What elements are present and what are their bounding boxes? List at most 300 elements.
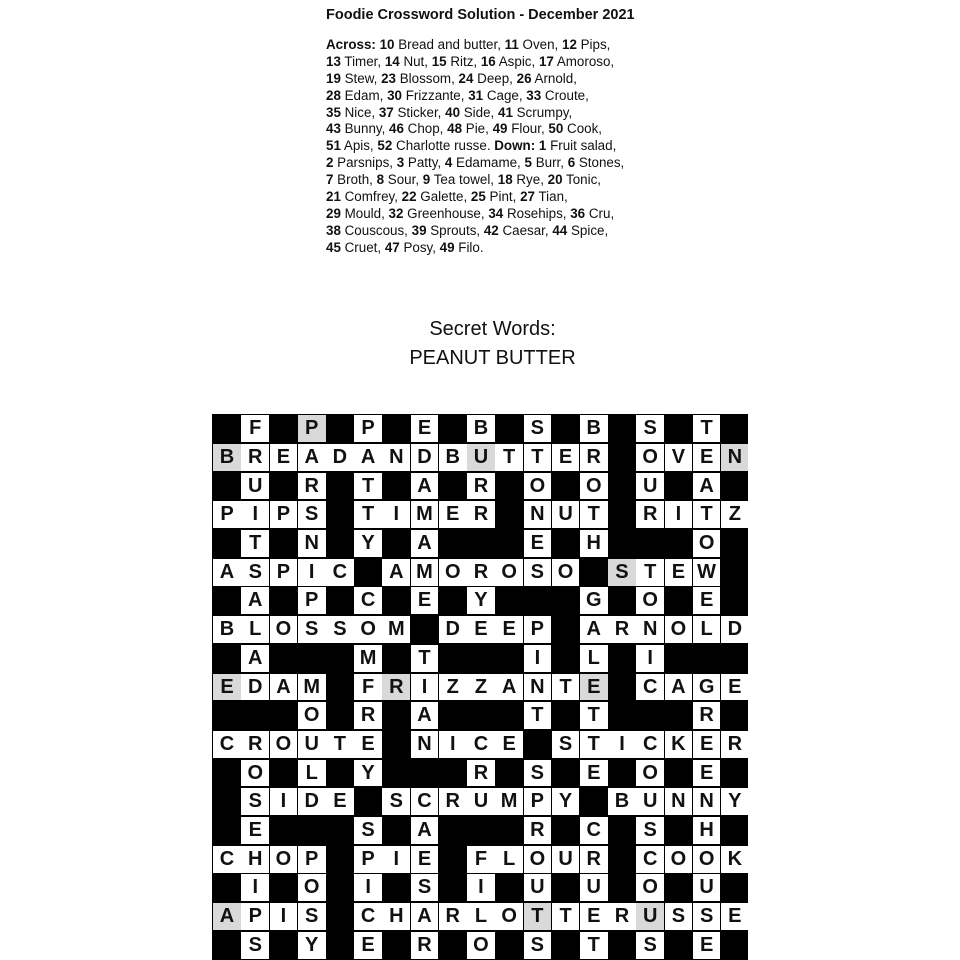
clue-text: Parsnips,: [333, 155, 397, 171]
grid-cell: P: [298, 587, 326, 614]
clue-text: Pint,: [485, 189, 521, 205]
grid-cell: R: [467, 473, 495, 500]
grid-cell: B: [213, 616, 241, 643]
grid-cell: H: [580, 530, 608, 557]
clue-number: 43: [326, 121, 341, 137]
grid-cell: M: [495, 788, 523, 815]
clue-number: 49: [492, 121, 508, 137]
clue-number: 14: [384, 53, 400, 69]
grid-cell: P: [213, 501, 241, 528]
grid-cell: I: [241, 874, 269, 901]
grid-cell: D: [326, 444, 354, 471]
grid-cell: S: [298, 616, 326, 643]
grid-cell: W: [693, 559, 721, 586]
grid-cell: E: [241, 817, 269, 844]
clue-number: 44: [552, 222, 568, 238]
grid-cell: T: [524, 444, 552, 471]
grid-cell: C: [636, 674, 664, 701]
grid-cell: S: [354, 817, 382, 844]
grid-cell: C: [580, 817, 608, 844]
grid-cell: R: [721, 731, 748, 758]
grid-cell: C: [326, 559, 354, 586]
grid-cell: R: [241, 731, 269, 758]
grid-cell: P: [354, 846, 382, 873]
clue-number: 48: [447, 121, 463, 137]
clue-text: Broth,: [333, 172, 377, 188]
grid-cell: O: [665, 616, 693, 643]
grid-cell: E: [665, 559, 693, 586]
grid-cell: Z: [721, 501, 748, 528]
grid-cell: S: [241, 788, 269, 815]
grid-cell: R: [693, 702, 721, 729]
grid-cell: C: [213, 846, 241, 873]
grid-cell: L: [241, 616, 269, 643]
grid-cell: M: [354, 645, 382, 672]
clue-line: [326, 121, 671, 138]
grid-cell: K: [721, 846, 748, 873]
grid-cell: S: [326, 616, 354, 643]
grid-cell: T: [354, 473, 382, 500]
clue-number: 33: [526, 87, 542, 103]
clue-text: Fruit salad,: [546, 138, 617, 154]
grid-cell: S: [298, 501, 326, 528]
grid-cell: F: [467, 846, 495, 873]
clue-number: 28: [326, 87, 341, 103]
grid-cell: I: [411, 674, 439, 701]
clue-text: Cruet,: [340, 239, 385, 255]
clue-text: Galette,: [416, 189, 471, 205]
grid-cell: E: [326, 788, 354, 815]
grid-cell: A: [411, 817, 439, 844]
clue-text: Blossom,: [396, 70, 459, 86]
clue-line: [326, 240, 671, 257]
clue-text: Nut,: [399, 53, 432, 69]
grid-cell: T: [241, 530, 269, 557]
clue-line: [326, 206, 671, 223]
grid-cell: O: [524, 473, 552, 500]
grid-cell: M: [411, 501, 439, 528]
grid-cell: C: [636, 731, 664, 758]
grid-cell: K: [665, 731, 693, 758]
grid-cell: B: [213, 444, 241, 471]
grid-cell: U: [636, 788, 664, 815]
grid-cell: A: [241, 587, 269, 614]
grid-cell: E: [693, 444, 721, 471]
grid-cell: R: [439, 788, 467, 815]
clue-number: 40: [445, 104, 461, 120]
clue-number: 19: [326, 70, 341, 86]
clue-text: Arnold,: [531, 70, 577, 86]
grid-cell: I: [354, 874, 382, 901]
grid-cell: O: [270, 731, 298, 758]
grid-cell: O: [636, 874, 664, 901]
clue-text: Mould,: [340, 205, 389, 221]
grid-cell: T: [580, 932, 608, 959]
grid-cell: I: [636, 645, 664, 672]
grid-cell: D: [411, 444, 439, 471]
clue-text: Cook,: [563, 121, 603, 137]
grid-cell: I: [241, 501, 269, 528]
grid-cell: O: [270, 846, 298, 873]
grid-cell: U: [580, 874, 608, 901]
grid-cell: E: [552, 444, 580, 471]
grid-cell: S: [665, 903, 693, 930]
clue-number: 41: [498, 104, 513, 120]
grid-cell: A: [411, 473, 439, 500]
grid-cell: R: [580, 846, 608, 873]
clue-number: 21: [326, 189, 341, 205]
grid-cell: U: [467, 444, 495, 471]
clue-number: 13: [326, 53, 341, 69]
grid-cell: H: [382, 903, 410, 930]
clue-text: Scrumpy,: [512, 104, 573, 120]
grid-cell: A: [411, 903, 439, 930]
grid-cell: R: [411, 932, 439, 959]
grid-cell: A: [298, 444, 326, 471]
grid-cell: H: [241, 846, 269, 873]
clue-number: 52: [377, 138, 393, 154]
grid-cell: O: [580, 473, 608, 500]
clue-text: Cage,: [483, 87, 527, 103]
grid-cell: O: [270, 616, 298, 643]
grid-cell: R: [241, 444, 269, 471]
grid-cell: O: [298, 702, 326, 729]
clue-number: 11: [504, 37, 519, 52]
clue-number: 26: [516, 70, 532, 86]
clue-line: [326, 88, 671, 105]
grid-cell: N: [693, 788, 721, 815]
clue-number: 32: [388, 205, 404, 221]
grid-cell: A: [270, 674, 298, 701]
clue-text: Edamame,: [452, 155, 525, 171]
grid-cell: R: [608, 903, 636, 930]
clue-text: Aspic,: [495, 53, 539, 69]
grid-cell: E: [439, 501, 467, 528]
grid-cell: C: [411, 788, 439, 815]
clue-text: Bunny,: [340, 121, 390, 137]
grid-cell: P: [524, 788, 552, 815]
grid-cell: R: [298, 473, 326, 500]
clue-number: 2: [326, 155, 334, 171]
grid-cell: F: [241, 415, 269, 442]
grid-cell: R: [439, 903, 467, 930]
grid-cell: Y: [721, 788, 748, 815]
grid-cell: E: [411, 415, 439, 442]
grid-cell: A: [213, 903, 241, 930]
grid-cell: Y: [354, 530, 382, 557]
clue-text: Caesar,: [498, 222, 553, 238]
clue-text: Patty,: [404, 155, 445, 171]
grid-cell: I: [608, 731, 636, 758]
clue-list: [326, 37, 671, 257]
grid-cell: S: [608, 559, 636, 586]
grid-cell: O: [636, 444, 664, 471]
clue-text: Stones,: [575, 155, 625, 171]
clue-number: 27: [520, 189, 535, 205]
clue-number: 22: [401, 189, 417, 205]
clue-number: 24: [458, 70, 474, 86]
clue-line: [326, 172, 671, 189]
grid-cell: I: [270, 788, 298, 815]
grid-cell: P: [270, 501, 298, 528]
grid-cell: Y: [354, 760, 382, 787]
grid-cell: D: [721, 616, 748, 643]
clue-number: 31: [468, 87, 484, 103]
grid-cell: E: [693, 587, 721, 614]
clue-number: Down: 1: [494, 138, 547, 154]
clue-text: Posy,: [399, 239, 440, 255]
clue-line: [326, 71, 671, 88]
grid-cell: U: [636, 473, 664, 500]
grid-cell: C: [354, 903, 382, 930]
grid-cell: S: [241, 932, 269, 959]
grid-cell: E: [495, 616, 523, 643]
grid-cell: A: [580, 616, 608, 643]
clue-text: Rye,: [512, 172, 548, 188]
grid-cell: R: [382, 674, 410, 701]
clue-number: 25: [470, 189, 486, 205]
grid-cell: N: [524, 501, 552, 528]
grid-cell: C: [213, 731, 241, 758]
grid-cell: A: [354, 444, 382, 471]
clue-number: 47: [384, 239, 400, 255]
grid-cell: P: [298, 415, 326, 442]
grid-cell: N: [298, 530, 326, 557]
clue-number: 37: [378, 104, 394, 120]
grid-cell: R: [580, 444, 608, 471]
clue-text: Nice,: [340, 104, 379, 120]
grid-cell: T: [693, 415, 721, 442]
grid-cell: R: [467, 559, 495, 586]
grid-cell: Y: [552, 788, 580, 815]
clue-number: Across: 10: [326, 37, 395, 52]
clue-number: 15: [431, 53, 447, 69]
secret-words-label: Secret Words:: [429, 318, 556, 340]
clue-line: [326, 189, 671, 206]
grid-cell: T: [326, 731, 354, 758]
grid-cell: O: [636, 587, 664, 614]
grid-cell: H: [693, 817, 721, 844]
clue-number: 38: [326, 222, 341, 238]
clue-number: 9: [422, 172, 431, 188]
clue-number: 12: [562, 37, 577, 52]
grid-cell: E: [411, 587, 439, 614]
grid-cell: Z: [467, 674, 495, 701]
grid-cell: O: [354, 616, 382, 643]
clue-text: Side,: [460, 104, 498, 120]
grid-cell: O: [495, 559, 523, 586]
grid-cell: Y: [298, 932, 326, 959]
grid-cell: T: [552, 903, 580, 930]
clue-text: Amoroso,: [553, 53, 615, 69]
clue-text: Pie,: [462, 121, 493, 137]
clue-text: Flour,: [507, 121, 549, 137]
grid-cell: E: [721, 674, 748, 701]
grid-cell: S: [298, 903, 326, 930]
clue-line: [326, 105, 671, 122]
clue-text: Comfrey,: [340, 189, 402, 205]
grid-cell: R: [608, 616, 636, 643]
grid-cell: U: [552, 846, 580, 873]
grid-cell: A: [495, 674, 523, 701]
clue-text: Charlotte russe.: [392, 138, 495, 154]
grid-cell: U: [467, 788, 495, 815]
grid-cell: U: [241, 473, 269, 500]
clue-line: [326, 223, 671, 240]
grid-cell: S: [636, 415, 664, 442]
grid-cell: E: [524, 530, 552, 557]
grid-cell: A: [665, 674, 693, 701]
grid-cell: R: [354, 702, 382, 729]
grid-cell: E: [467, 616, 495, 643]
page-title: Foodie Crossword Solution - December 2021: [326, 7, 635, 23]
grid-cell: U: [552, 501, 580, 528]
grid-cell: I: [298, 559, 326, 586]
clue-number: 20: [547, 172, 563, 188]
grid-cell: U: [693, 874, 721, 901]
clue-text: Croute,: [541, 87, 589, 103]
grid-cell: L: [495, 846, 523, 873]
clue-text: Chop,: [403, 121, 448, 137]
grid-cell: L: [693, 616, 721, 643]
grid-cell: T: [580, 731, 608, 758]
grid-cell: L: [580, 645, 608, 672]
grid-cell: N: [411, 731, 439, 758]
grid-cell: C: [636, 846, 664, 873]
grid-cell: A: [693, 473, 721, 500]
grid-cell: E: [693, 731, 721, 758]
clue-text: Timer,: [340, 53, 385, 69]
secret-words: PEANUT BUTTER: [409, 347, 576, 369]
grid-cell: P: [298, 846, 326, 873]
clue-text: Tian,: [534, 189, 568, 205]
clue-number: 46: [389, 121, 404, 137]
grid-cell: A: [241, 645, 269, 672]
clue-text: Edam,: [340, 87, 388, 103]
grid-cell: U: [636, 903, 664, 930]
grid-cell: N: [524, 674, 552, 701]
clue-number: 30: [387, 87, 402, 103]
grid-cell: P: [524, 616, 552, 643]
grid-cell: I: [439, 731, 467, 758]
grid-cell: S: [524, 415, 552, 442]
grid-cell: C: [354, 587, 382, 614]
grid-cell: M: [411, 559, 439, 586]
grid-cell: D: [439, 616, 467, 643]
grid-cell: L: [298, 760, 326, 787]
grid-cell: S: [524, 760, 552, 787]
clue-number: 5: [524, 155, 532, 171]
clue-text: Tea towel,: [430, 172, 498, 188]
grid-cell: V: [665, 444, 693, 471]
grid-cell: T: [580, 702, 608, 729]
clue-text: Ritz,: [446, 53, 481, 69]
grid-cell: N: [665, 788, 693, 815]
grid-cell: E: [721, 903, 748, 930]
grid-cell: S: [411, 874, 439, 901]
grid-cell: O: [467, 932, 495, 959]
clue-text: Stew,: [340, 70, 382, 86]
grid-cell: N: [382, 444, 410, 471]
grid-cell: R: [524, 817, 552, 844]
grid-cell: I: [270, 903, 298, 930]
grid-cell: G: [693, 674, 721, 701]
clue-number: 49: [439, 239, 455, 255]
clue-number: 18: [497, 172, 513, 188]
grid-cell: E: [693, 932, 721, 959]
clue-number: 36: [570, 205, 586, 221]
grid-cell: C: [467, 731, 495, 758]
grid-cell: M: [382, 616, 410, 643]
grid-cell: O: [241, 760, 269, 787]
grid-cell: T: [524, 903, 552, 930]
grid-cell: I: [665, 501, 693, 528]
clue-number: 23: [381, 70, 397, 86]
grid-cell: S: [524, 932, 552, 959]
crossword-grid: [212, 414, 748, 960]
grid-cell: O: [524, 846, 552, 873]
grid-cell: O: [439, 559, 467, 586]
grid-cell: N: [636, 616, 664, 643]
grid-cell: E: [354, 731, 382, 758]
clue-text: Sticker,: [393, 104, 446, 120]
grid-cell: P: [241, 903, 269, 930]
clue-text: Pips,: [576, 37, 611, 52]
clue-line: [326, 155, 671, 172]
clue-number: 8: [376, 172, 385, 188]
grid-cell: O: [298, 874, 326, 901]
grid-cell: B: [467, 415, 495, 442]
clue-text: Bread and butter,: [394, 37, 505, 52]
grid-cell: E: [213, 674, 241, 701]
grid-cell: E: [270, 444, 298, 471]
clue-number: 17: [538, 53, 554, 69]
grid-cell: Z: [439, 674, 467, 701]
grid-cell: O: [693, 530, 721, 557]
grid-cell: T: [552, 674, 580, 701]
grid-cell: R: [636, 501, 664, 528]
clue-number: 42: [483, 222, 499, 238]
clue-line: [326, 37, 671, 54]
clue-number: 3: [396, 155, 405, 171]
grid-cell: S: [636, 932, 664, 959]
grid-cell: T: [693, 501, 721, 528]
grid-cell: T: [411, 645, 439, 672]
clue-text: Filo.: [454, 239, 484, 255]
clue-text: Greenhouse,: [403, 205, 489, 221]
grid-cell: F: [354, 674, 382, 701]
clue-text: Deep,: [473, 70, 517, 86]
clue-line: [326, 54, 671, 71]
grid-cell: S: [382, 788, 410, 815]
grid-cell: G: [580, 587, 608, 614]
grid-cell: E: [354, 932, 382, 959]
clue-text: Rosehips,: [503, 205, 571, 221]
clue-text: Sprouts,: [426, 222, 484, 238]
grid-cell: B: [608, 788, 636, 815]
grid-cell: T: [580, 501, 608, 528]
grid-cell: T: [495, 444, 523, 471]
clue-number: 35: [326, 104, 341, 120]
grid-cell: A: [382, 559, 410, 586]
clue-number: 29: [326, 205, 341, 221]
grid-cell: O: [495, 903, 523, 930]
grid-cell: E: [580, 674, 608, 701]
grid-cell: B: [439, 444, 467, 471]
grid-cell: P: [270, 559, 298, 586]
grid-cell: E: [411, 846, 439, 873]
grid-cell: S: [552, 731, 580, 758]
